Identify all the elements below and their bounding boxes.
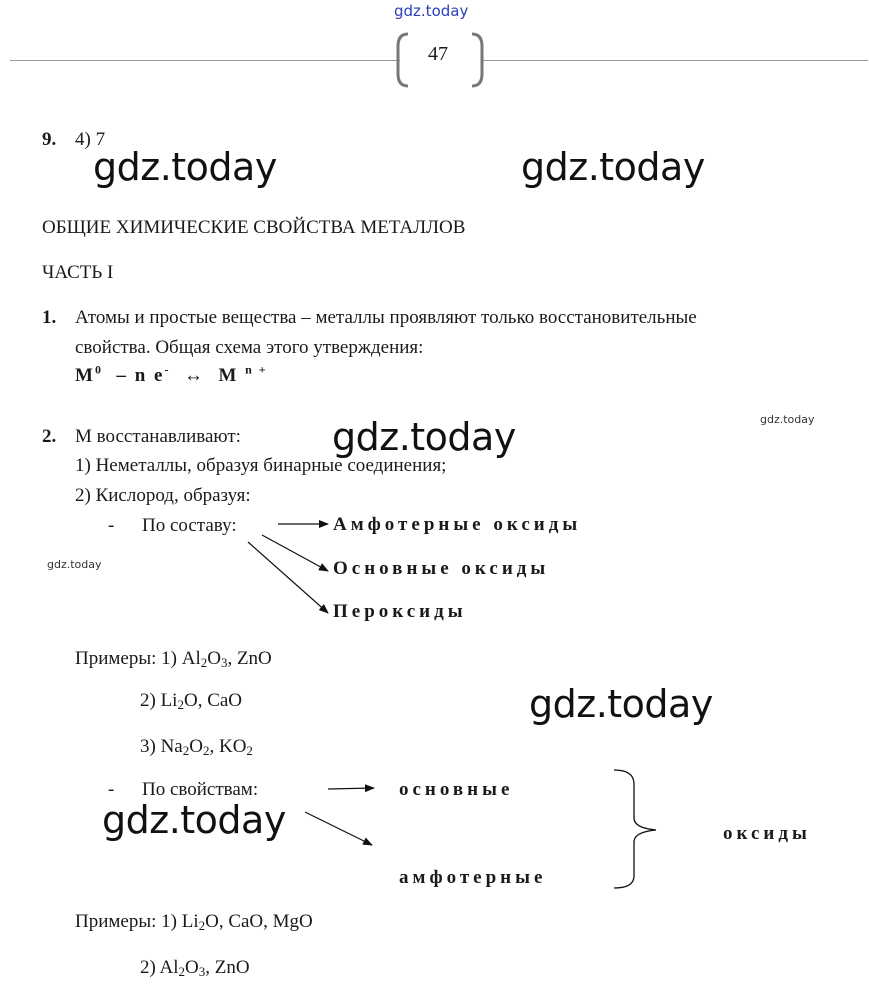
- q9-number: 9.: [42, 129, 57, 150]
- formula: $Na_2O_2$, $KO_2$: [160, 736, 253, 758]
- q9-answer: 4) 7: [75, 129, 106, 150]
- scheme-minus-ne: – n e: [116, 365, 165, 386]
- oxide-basic: Основные оксиды: [333, 558, 550, 579]
- scheme-sup0: 0: [94, 362, 103, 377]
- q2-number: 2.: [42, 426, 57, 447]
- oxide-amphoteric: Амфотерные оксиды: [333, 514, 582, 535]
- examples1-e2-n: 2): [140, 690, 156, 711]
- by-properties-label: По свойствам:: [142, 779, 259, 800]
- examples2-label: Примеры:: [75, 911, 157, 932]
- property-basic: основные: [399, 779, 514, 800]
- watermark: gdz.today: [521, 145, 705, 189]
- oxide-peroxides: Пероксиды: [333, 601, 467, 622]
- q2-intro: М восстанавливают:: [75, 426, 241, 447]
- q2-item1: 1) Неметаллы, образуя бинарные соединения;: [75, 455, 447, 476]
- watermark-top: gdz.today: [394, 2, 469, 20]
- examples1-label: Примеры:: [75, 648, 157, 669]
- watermark: gdz.today: [102, 798, 286, 842]
- watermark: gdz.today: [760, 413, 815, 426]
- watermark: gdz.today: [47, 558, 102, 571]
- q1-line1: Атомы и простые вещества – металлы проявляют только восстановительные: [75, 307, 697, 328]
- formula: $Al_2O_3$, ZnO: [181, 648, 272, 670]
- part-title: ЧАСТЬ I: [42, 262, 114, 283]
- scheme-sup-minus: -: [164, 362, 171, 377]
- page-number: 47: [428, 43, 448, 65]
- property-amphoteric: амфотерные: [399, 867, 547, 888]
- dash-1: -: [108, 515, 115, 536]
- formula: $Al_2O_3$, ZnO: [159, 957, 250, 979]
- scheme-arrow: ↔: [183, 365, 205, 386]
- oxides-word: оксиды: [723, 823, 811, 844]
- by-composition-label: По составу:: [142, 515, 237, 536]
- section-title: ОБЩИЕ ХИМИЧЕСКИЕ СВОЙСТВА МЕТАЛЛОВ: [42, 217, 466, 238]
- watermark: gdz.today: [332, 415, 516, 459]
- watermark: gdz.today: [529, 682, 713, 726]
- dash-2: -: [108, 779, 115, 800]
- q2-item2: 2) Кислород, образуя:: [75, 485, 251, 506]
- q1-line2: свойства. Общая схема этого утверждения:: [75, 337, 424, 358]
- examples2-row2: [140, 956, 250, 980]
- examples2-e2-n: 2): [140, 957, 156, 978]
- examples1-e3-n: 3): [140, 736, 156, 757]
- formula: $Li_2O$, CaO, MgO: [181, 911, 313, 933]
- formula: $Li_2O$, CaO: [160, 690, 243, 712]
- scheme-mn: M: [218, 365, 239, 386]
- watermark: gdz.today: [93, 145, 277, 189]
- scheme-m0: M: [75, 365, 95, 386]
- q1-number: 1.: [42, 307, 57, 328]
- examples1-e1-n: 1): [161, 648, 177, 669]
- examples2-row1: [75, 910, 313, 934]
- scheme-sup-n: n +: [245, 362, 268, 377]
- examples2-e1-n: 1): [161, 911, 177, 932]
